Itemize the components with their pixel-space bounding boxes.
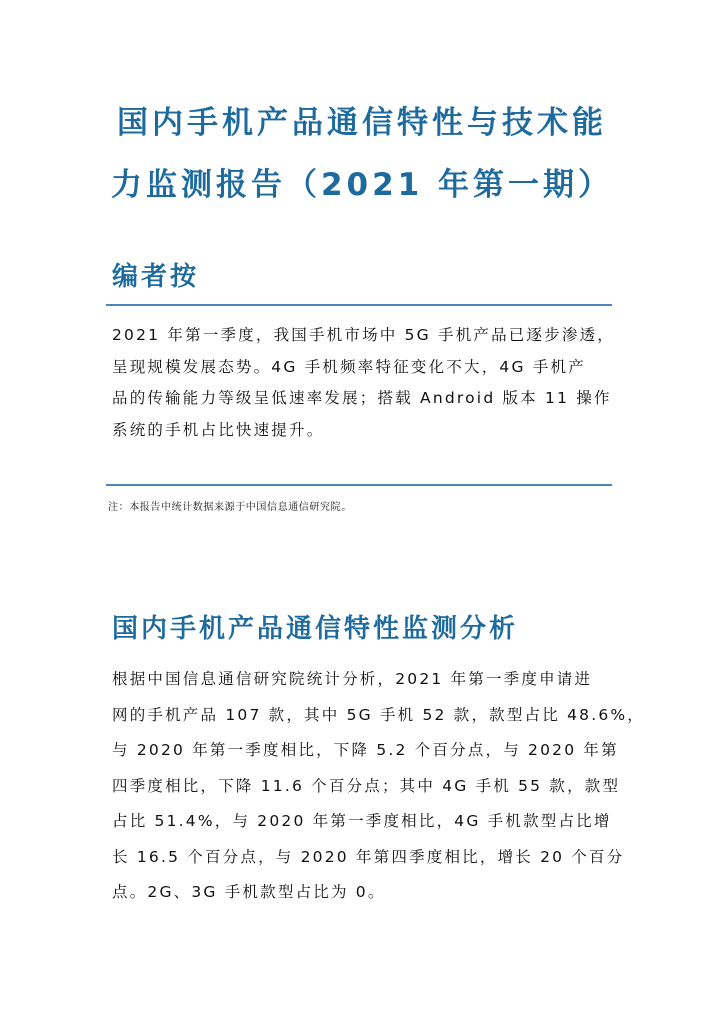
section-line: 根据中国信息通信研究院统计分析，2021 年第一季度申请进: [112, 670, 593, 688]
section-line: 与 2020 年第一季度相比，下降 5.2 个百分点，与 2020 年第: [112, 741, 619, 759]
report-title: [100, 92, 624, 216]
section-paragraph: [112, 662, 646, 911]
editor-note-heading: 编者按: [112, 262, 200, 292]
section-line: 四季度相比，下降 11.6 个百分点；其中 4G 手机 55 款，款型: [112, 776, 621, 795]
editor-note-line: 呈现规模发展态势。4G 手机频率特征变化不大，4G 手机产: [112, 357, 586, 376]
editor-note-line: 系统的手机占比快速提升。: [112, 420, 325, 439]
section-line: 点。2G、3G 手机款型占比为 0。: [112, 883, 386, 901]
editor-note-line: 品的传输能力等级呈低速率发展；搭载 Android 版本 11 操作: [112, 389, 612, 407]
divider-top: [106, 304, 612, 306]
section-line: 网的手机产品 107 款，其中 5G 手机 52 款，款型占比 48.6%，: [112, 705, 646, 724]
divider-bottom: [106, 484, 612, 486]
section-heading: 国内手机产品通信特性监测分析: [112, 614, 519, 644]
report-title-line-1: 国内手机产品通信特性与技术能: [117, 105, 607, 141]
report-title-line-2: 力监测报告（2021 年第一期）: [110, 167, 614, 203]
editor-note-paragraph: [112, 320, 616, 446]
section-line: 占比 51.4%，与 2020 年第一季度相比，4G 手机款型占比增: [112, 812, 612, 830]
section-line: 长 16.5 个百分点，与 2020 年第四季度相比，增长 20 个百分: [112, 847, 625, 866]
editor-note-line: 2021 年第一季度，我国手机市场中 5G 手机产品已逐步渗透，: [112, 326, 616, 344]
data-source-footnote: 注：本报告中统计数据来源于中国信息通信研究院。: [108, 502, 352, 513]
